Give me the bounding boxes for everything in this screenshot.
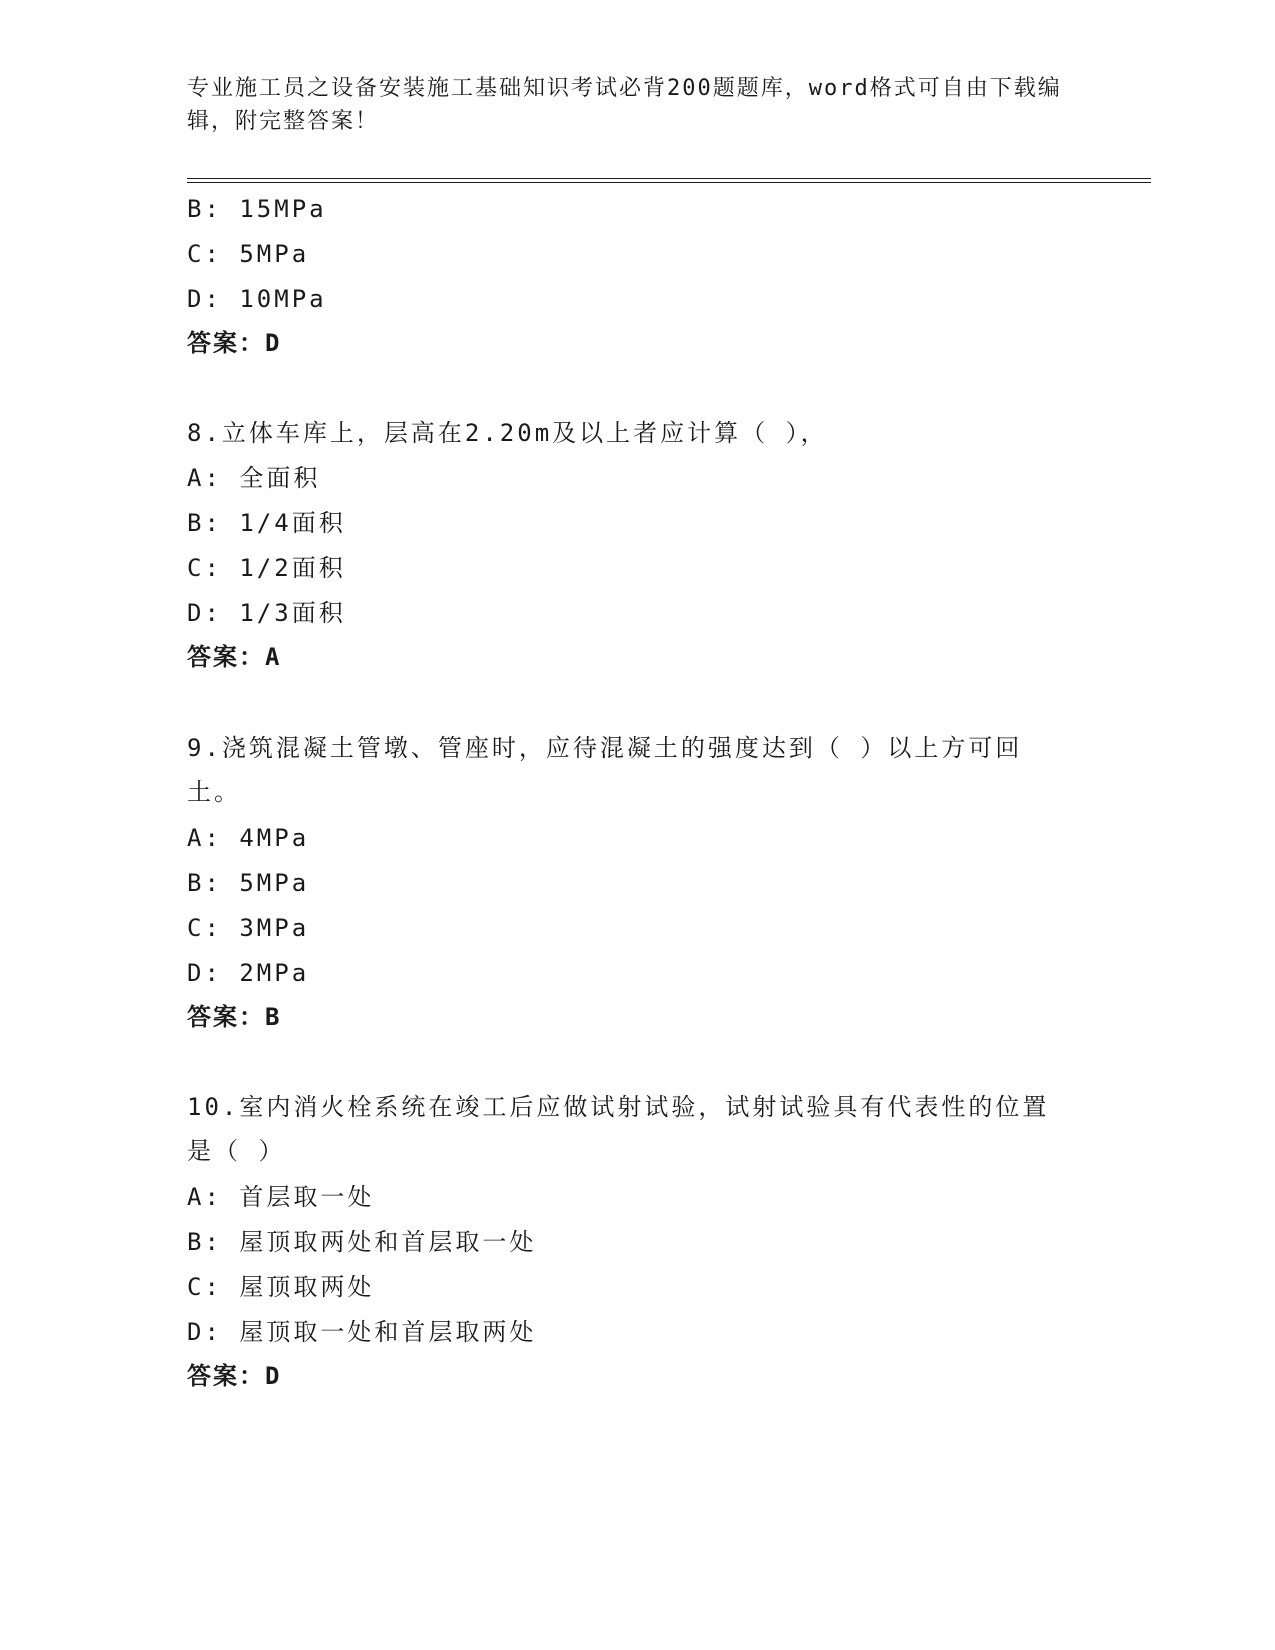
q10-option-c: C: 屋顶取两处 — [187, 1273, 375, 1301]
q10-answer: 答案：D — [187, 1362, 282, 1390]
q8-stem: 8.立体车库上，层高在2.20m及以上者应计算（ ）， — [187, 419, 828, 447]
q8-option-b: B: 1/4面积 — [187, 509, 346, 537]
q8-option-a: A: 全面积 — [187, 464, 321, 492]
q10-stem: 10.室内消火栓系统在竣工后应做试射试验，试射试验具有代表性的位置是（ ） — [187, 1093, 1050, 1165]
q9-option-b: B: 5MPa — [187, 869, 310, 897]
header-rule-top — [187, 178, 1151, 179]
q7-option-c: C: 5MPa — [187, 240, 310, 268]
q8-option-c: C: 1/2面积 — [187, 554, 346, 582]
q9-option-a: A: 4MPa — [187, 824, 310, 852]
q7-option-b: B: 15MPa — [187, 195, 327, 223]
q7-answer: 答案：D — [187, 329, 282, 357]
q10-option-a: A: 首层取一处 — [187, 1183, 375, 1211]
q9-answer: 答案：B — [187, 1003, 282, 1031]
q7-option-d: D: 10MPa — [187, 285, 327, 313]
q8-option-d: D: 1/3面积 — [187, 599, 346, 627]
q10-option-b: B: 屋顶取两处和首层取一处 — [187, 1228, 537, 1256]
q10-option-d: D: 屋顶取一处和首层取两处 — [187, 1318, 537, 1346]
q9-option-d: D: 2MPa — [187, 959, 310, 987]
q9-option-c: C: 3MPa — [187, 914, 310, 942]
document-header: 专业施工员之设备安装施工基础知识考试必背200题题库，word格式可自由下载编辑，附完整答案！ — [187, 76, 1062, 134]
q8-answer: 答案：A — [187, 643, 282, 671]
q9-stem: 9.浇筑混凝土管墩、管座时，应待混凝土的强度达到（ ）以上方可回土。 — [187, 734, 1023, 806]
header-rule-bottom — [187, 182, 1151, 183]
